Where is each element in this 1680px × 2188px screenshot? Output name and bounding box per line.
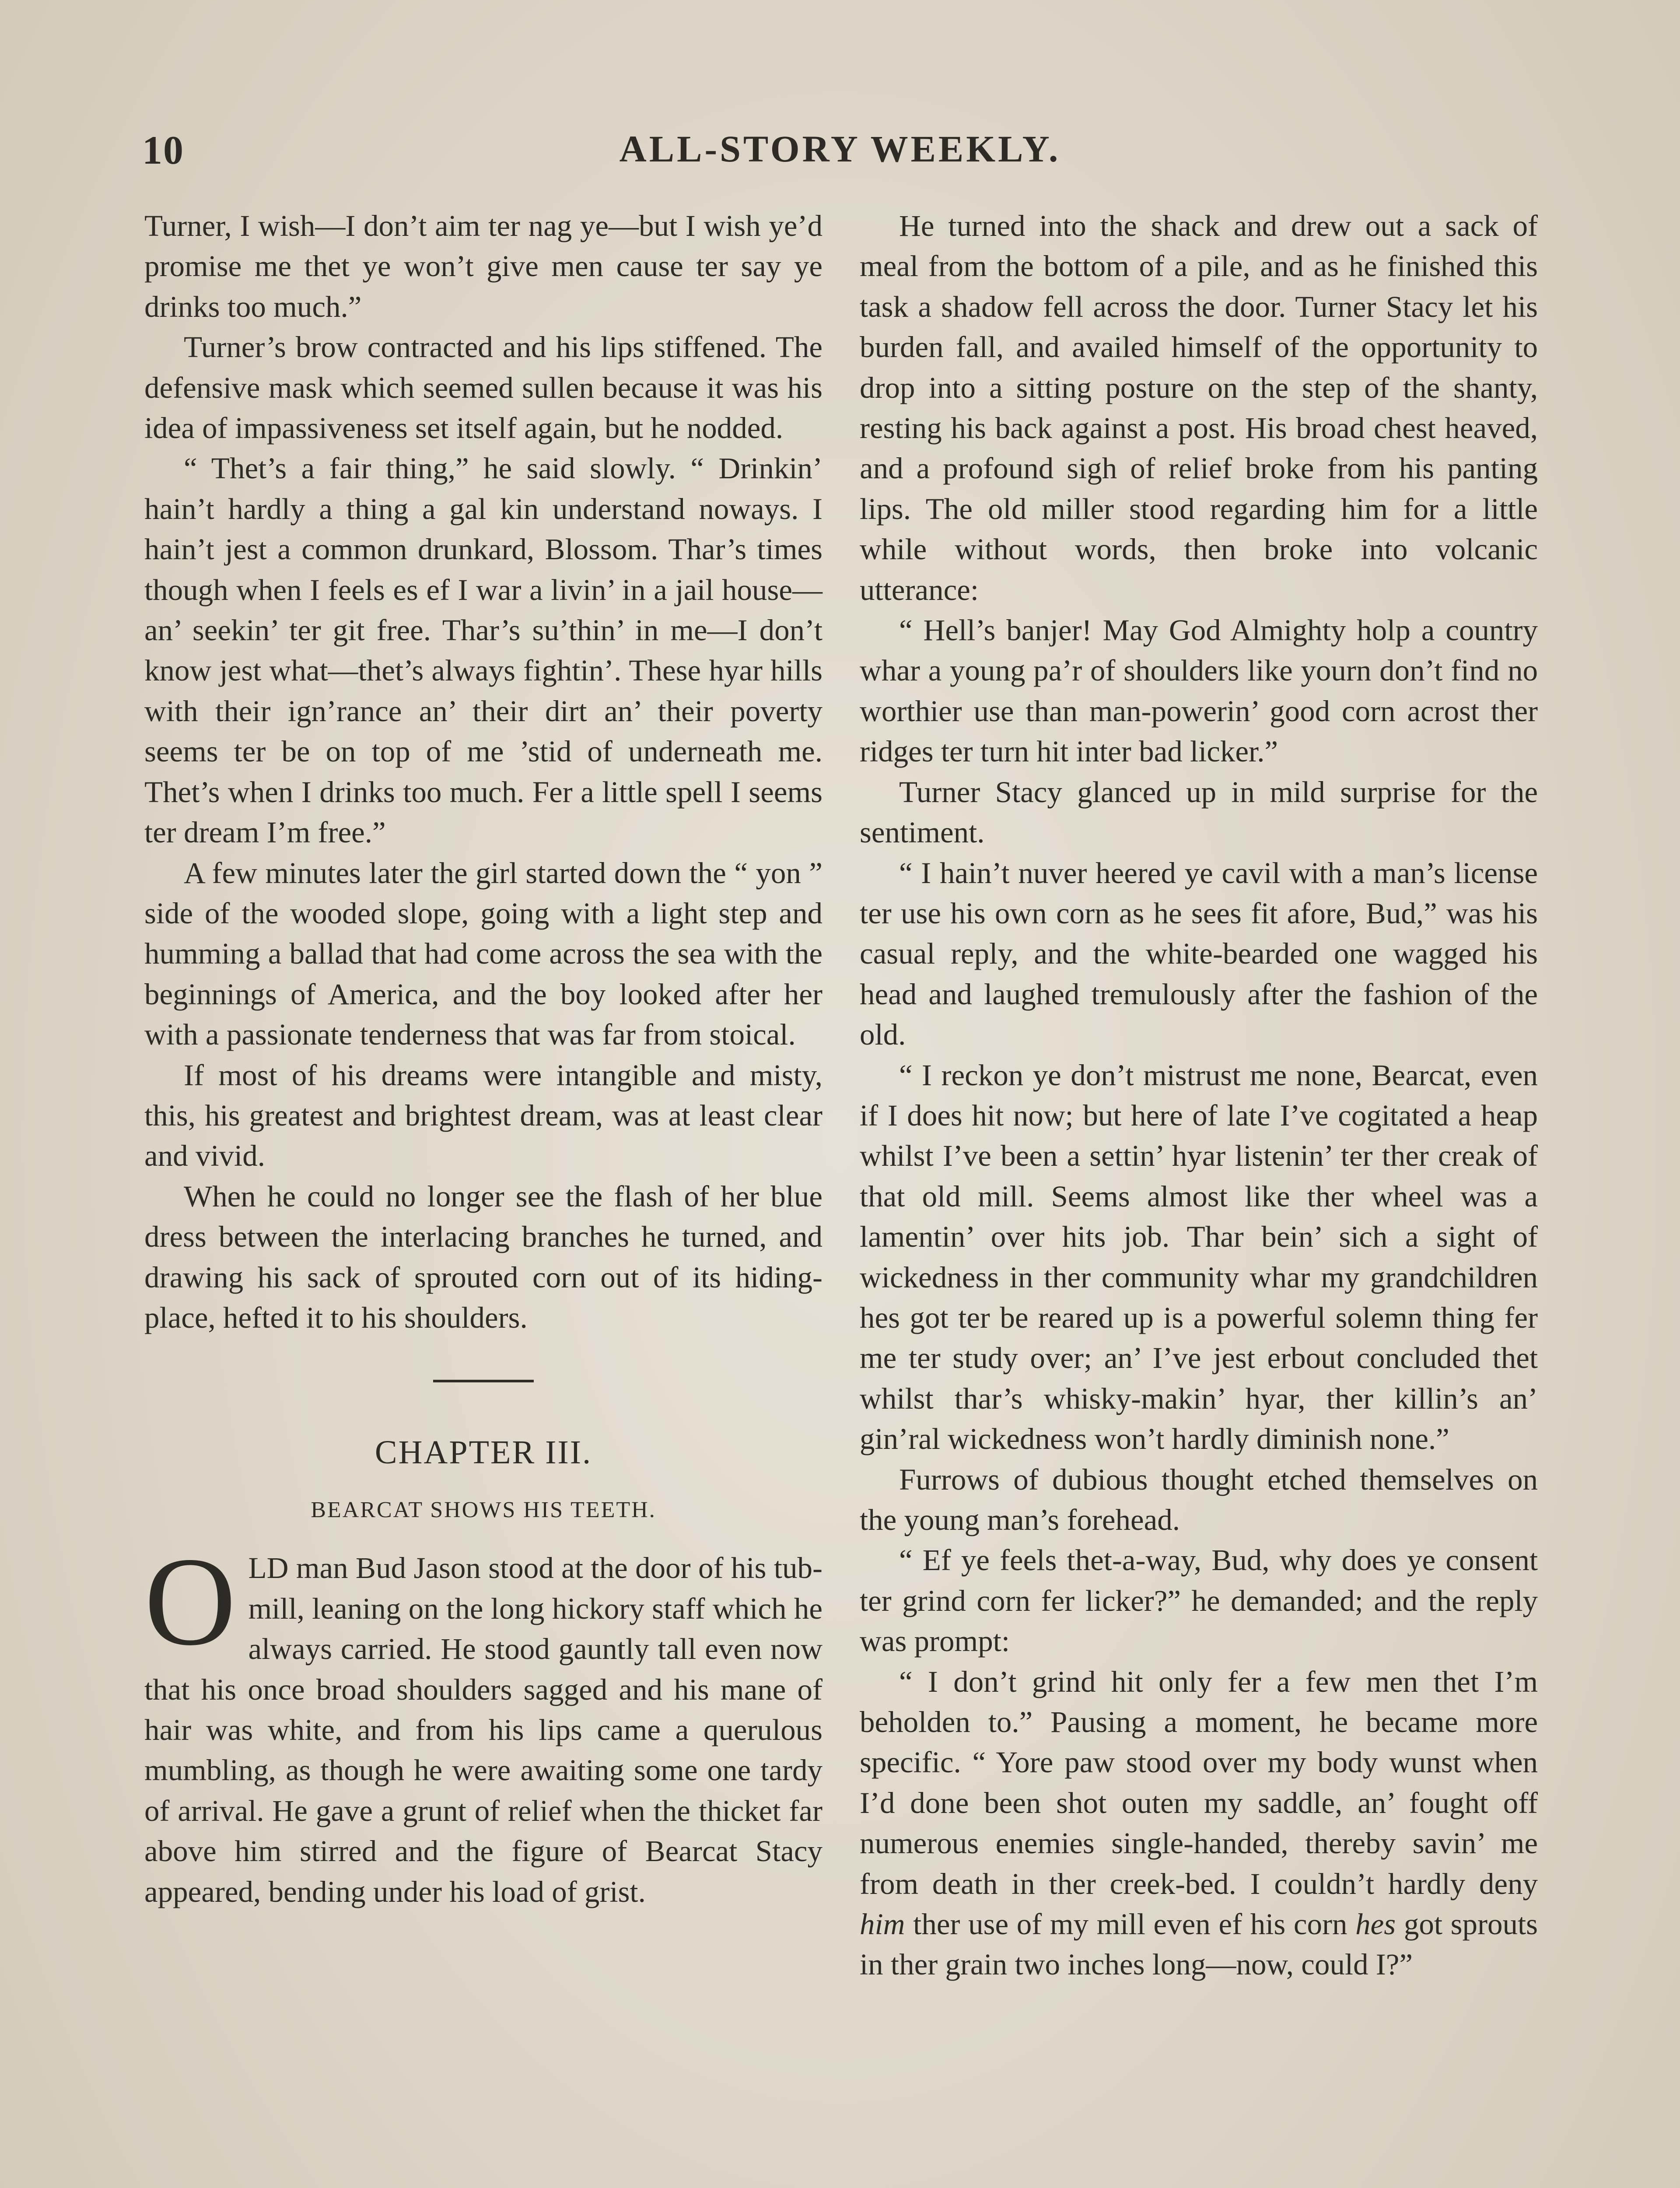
emphasis: hes — [1355, 1907, 1396, 1941]
paragraph-text: got sprouts in ther grain two inches long—now, could I?” — [860, 1907, 1538, 1981]
right-column — [860, 206, 1538, 1985]
emphasis: him — [860, 1907, 905, 1941]
paragraph: “ Hell’s banjer! May God Almighty holp a country whar a young pa’r of shoulders like yourn don’t find no worthier use than man-powerin’ good corn acrost ther ridges ter turn hit inter bad licker.” — [860, 614, 1538, 768]
paragraph-text: “ I don’t grind hit only fer a few men thet I’m beholden to.” Pausing a moment, he became more specific. “ Yore paw stood over my body wunst when I’d done been shot outen my saddle, an’ fought off numerous enemies single-handed, thereby savin’ me from death in ther creek-bed. I couldn’t hardly deny — [860, 1665, 1538, 1900]
paragraph: Furrows of dubious thought etched themselves on the young man’s forehead. — [860, 1462, 1538, 1536]
chapter-title: CHAPTER III. — [374, 1434, 592, 1471]
left-column — [144, 206, 822, 1912]
paragraph: “ I reckon ye don’t mistrust me none, Bearcat, even if I does hit now; but here of late I’ve cogitated a heap whilst I’ve been a settin’ hyar listenin’ ter ther creak of that old mill. Seems almost like ther wheel was a lamentin’ over hits job. Thar bein’ sich a sight of wickedness in ther community whar my grandchildren hes got ter be reared up is a powerful solemn thing fer me ter study over; an’ I’ve jest erbout concluded thet whilst thar’s whisky-makin’ hyar, ther killin’s an’ gin’ral wickedness won’t hardly diminish none.” — [860, 1058, 1538, 1456]
paragraph — [860, 1662, 1538, 1985]
paragraph: Turner’s brow contracted and his lips stiffened. The defensive mask which seemed sullen because it was his idea of impassiveness set itself again, but he nodded. — [144, 330, 822, 445]
paragraph: “ Thet’s a fair thing,” he said slowly. “ Drinkin’ hain’t hardly a thing a gal kin understand noways. I hain’t jest a common drunkard, Blossom. Thar’s times though when I feels es ef I war a livin’ in a jail house—an’ seekin’ ter git free. Thar’s su’thin’ in me—I don’t know jest what—thet’s always fightin’. These hyar hills with their ign’rance an’ their dirt an’ their poverty seems ter be on top of me ’stid of underneath me. Thet’s when I drinks too much. Fer a little spell I seems ter dream I’m free.” — [144, 452, 822, 849]
page-number: 10 — [142, 128, 184, 172]
chapter-opening-paragraph — [144, 1531, 822, 1912]
paragraph: If most of his dreams were intangible and misty, this, his greatest and brightest dream, was at least clear and vivid. — [144, 1058, 822, 1173]
paragraph: He turned into the shack and drew out a sack of meal from the bottom of a pile, and as he finished this task a shadow fell across the door. Turner Stacy let his burden fall, and availed himself of the opportunity to drop into a sitting posture on the step of the shanty, resting his back against a post. His broad chest heaved, and a profound sigh of relief broke from his panting lips. The old miller stood regarding him for a little while without words, then broke into volcanic utterance: — [860, 209, 1538, 607]
paragraph-text: LD man Bud Jason stood at the door of his tub-mill, leaning on the long hickory staff which he always carried. He stood gauntly tall even now that his once broad shoulders sagged and his mane of hair was white, and from his lips came a querulous mumbling, as though he were awaiting some one tardy of arrival. He gave a grunt of relief when the thicket far above him stirred and the figure of Bearcat Stacy appeared, bending under his load of grist. — [144, 1551, 822, 1908]
paragraph: When he could no longer see the flash of her blue dress between the interlacing branches he turned, and drawing his sack of sprouted corn out of its hiding-place, hefted it to his shoulders. — [144, 1179, 822, 1334]
paragraph: “ Ef ye feels thet-a-way, Bud, why does ye consent ter grind corn fer licker?” he demanded; and the reply was prompt: — [860, 1543, 1538, 1658]
paragraph: Turner, I wish—I don’t aim ter nag ye—but I wish ye’d promise me thet ye won’t give men cause ter say ye drinks too much.” — [144, 209, 822, 323]
paragraph: Turner Stacy glanced up in mild surprise for the sentiment. — [860, 775, 1538, 849]
section-divider — [433, 1380, 534, 1382]
page-header — [0, 127, 1680, 175]
paragraph: A few minutes later the girl started down the “ yon ” side of the wooded slope, going with a light step and humming a ballad that had come across the sea with the beginnings of America, and the boy looked after her with a passionate tenderness that was far from stoical. — [144, 856, 822, 1052]
running-head: ALL-STORY WEEKLY. — [619, 128, 1061, 170]
drop-cap: O — [144, 1531, 236, 1672]
paragraph: “ I hain’t nuver heered ye cavil with a man’s license ter use his own corn as he sees fit afore, Bud,” was his casual reply, and the white-bearded one wagged his head and laughed tremulously after the fashion of the old. — [860, 856, 1538, 1052]
chapter-subtitle: BEARCAT SHOWS HIS TEETH. — [311, 1497, 656, 1523]
paragraph-text: ther use of my mill even ef his corn — [905, 1907, 1356, 1941]
